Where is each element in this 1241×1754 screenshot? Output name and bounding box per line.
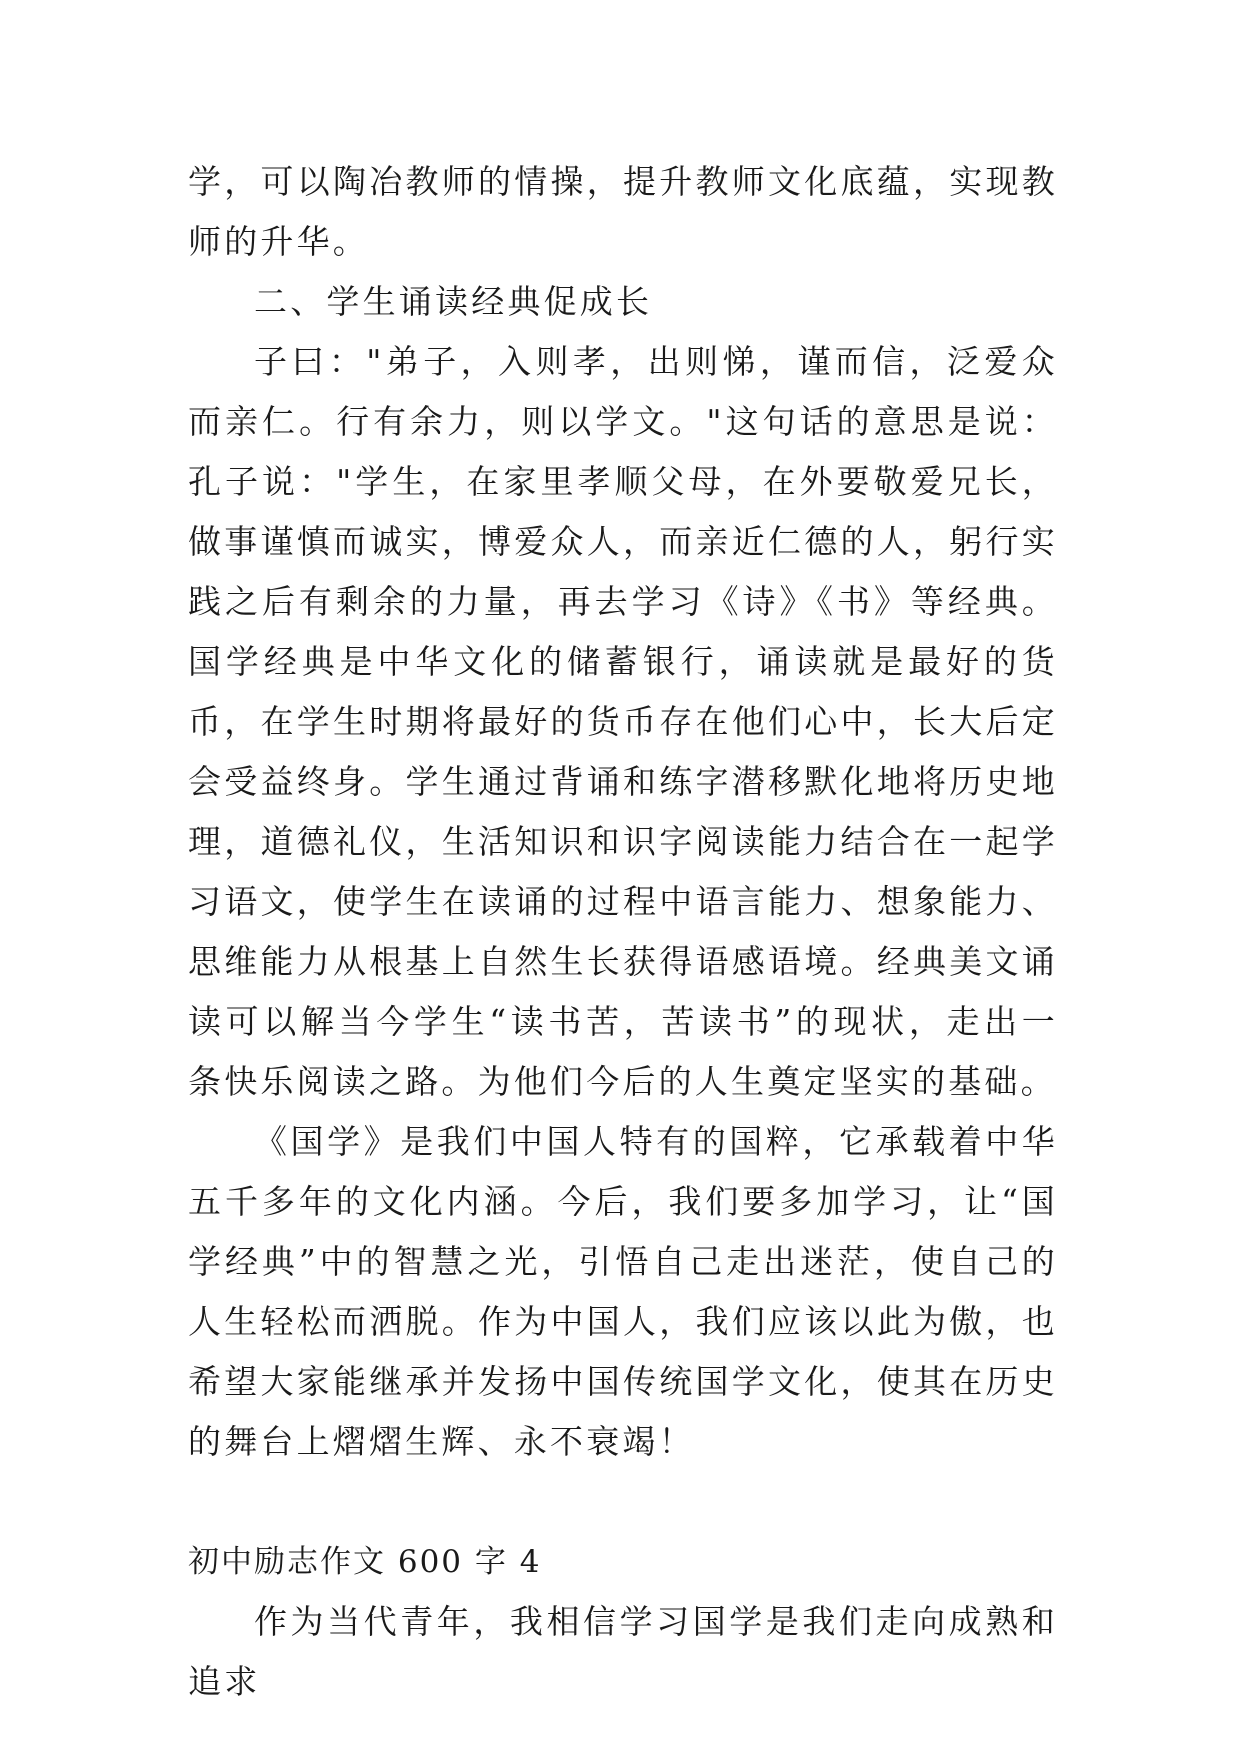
subheading-student-classics: 二、学生诵读经典促成长: [254, 282, 653, 321]
paragraph-essay-start: 作为当代青年，我相信学习国学是我们走向成熟和追求: [188, 1602, 1058, 1701]
paragraph-guoxue-conclusion: 《国学》是我们中国人特有的国粹，它承载着中华五千多年的文化内涵。今后，我们要多加学习，让“国学经典”中的智慧之光，引悟自己走出迷茫，使自己的人生轻松而洒脱。作为中国人，我们应该以此为傲，也希望大家能继承并发扬中国传统国学文化，使其在历史的舞台上熠熠生辉、永不衰竭！: [188, 1122, 1058, 1461]
paragraph-continuation: 学，可以陶冶教师的情操，提升教师文化底蕴，实现教师的升华。: [188, 162, 1058, 261]
paragraph-confucius-quote: 子曰："弟子，入则孝，出则悌，谨而信，泛爱众而亲仁。行有余力，则以学文。"这句话的意思是说：孔子说："学生，在家里孝顺父母，在外要敬爱兄长，做事谨慎而诚实，博爱众人，而亲近仁德的人，躬行实践之后有剩余的力量，再去学习《诗》《书》等经典。国学经典是中华文化的储蓄银行，诵读就是最好的货币，在学生时期将最好的货币存在他们心中，长大后定会受益终身。学生通过背诵和练字潜移默化地将历史地理，道德礼仪，生活知识和识字阅读能力结合在一起学习语文，使学生在读诵的过程中语言能力、想象能力、思维能力从根基上自然生长获得语感语境。经典美文诵读可以解当今学生“读书苦，苦读书”的现状，走出一条快乐阅读之路。为他们今后的人生奠定坚实的基础。: [188, 342, 1058, 1101]
document-body: [188, 152, 1058, 1712]
blank-line: [188, 1472, 1058, 1532]
section-title: 初中励志作文 600 字 4: [188, 1544, 542, 1580]
